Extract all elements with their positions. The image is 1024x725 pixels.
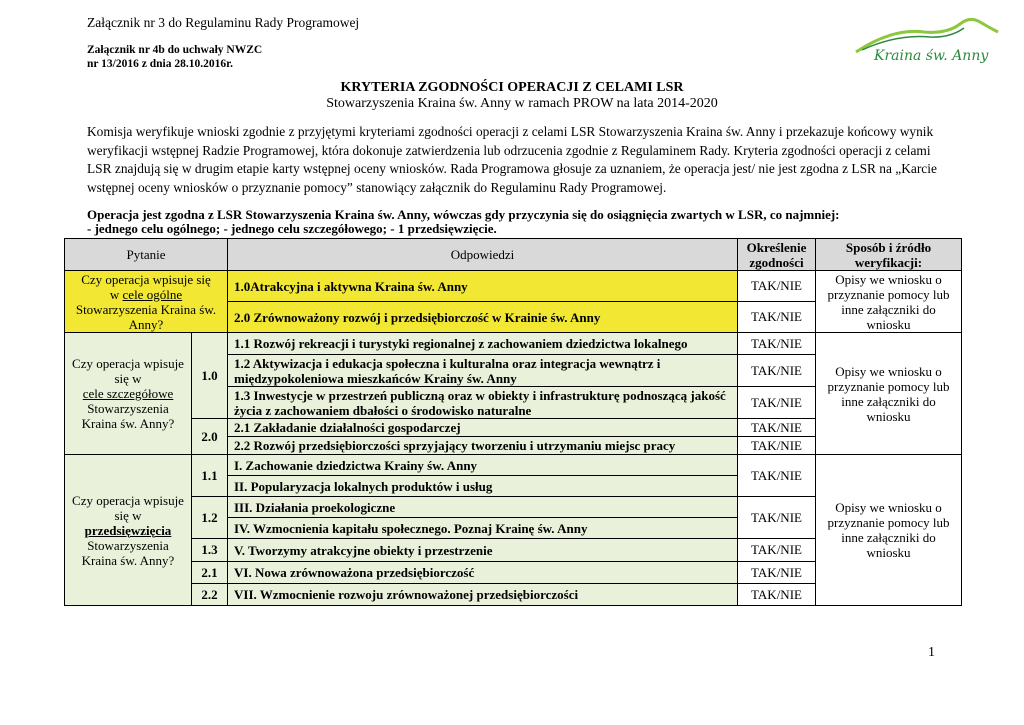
question-ventures — [65, 455, 192, 606]
compliance-venture-1[interactable]: TAK/NIE — [738, 455, 816, 497]
compliance-venture-5[interactable]: TAK/NIE — [738, 584, 816, 606]
answer-general-1: 1.0Atrakcyjna i aktywna Kraina św. Anny — [228, 271, 738, 302]
logo-text: Kraina św. Anny — [874, 48, 989, 64]
answer-specific-4: 2.1 Zakładanie działalności gospodarczej — [228, 419, 738, 437]
answer-specific-1: 1.1 Rozwój rekreacji i turystyki regionalnej z zachowaniem dziedzictwa lokalnego — [228, 333, 738, 355]
question-ventures-underlined: przedsięwzięcia — [84, 522, 172, 538]
verification-specific: Opisy we wniosku o przyznanie pomocy lub inne załączniki do wniosku — [816, 333, 962, 455]
venture-item-2: II. Popularyzacja lokalnych produktów i usług — [228, 476, 738, 497]
question-general-goals — [65, 271, 228, 333]
question-ventures-post: Stowarzyszenia Kraina św. Anny? — [81, 537, 175, 568]
question-specific-post: Stowarzyszenia Kraina św. Anny? — [81, 401, 175, 431]
answer-specific-5: 2.2 Rozwój przedsiębiorczości sprzyjający tworzeniu i utrzymaniu miejsc pracy — [228, 437, 738, 455]
question-specific-goals — [65, 333, 192, 455]
venture-code-3: 1.3 — [192, 539, 228, 562]
venture-item-5: V. Tworzymy atrakcyjne obiekty i przestrzenie — [228, 539, 738, 562]
compliance-rule-line-2: - jednego celu ogólnego; - jednego celu szczegółowego; - 1 przedsięwzięcie. — [87, 221, 497, 236]
answer-specific-2: 1.2 Aktywizacja i edukacja społeczna i kulturalna oraz integracja wewnątrz i międzypokoleniowa mieszkańców Krainy św. Anny — [228, 355, 738, 387]
page-number: 1 — [928, 645, 935, 660]
venture-item-1: I. Zachowanie dziedzictwa Krainy św. Anny — [228, 455, 738, 476]
specific-code-2: 2.0 — [192, 419, 228, 455]
compliance-venture-2[interactable]: TAK/NIE — [738, 497, 816, 539]
resolution-line-1: Załącznik nr 4b do uchwały NWZC — [87, 44, 263, 56]
intro-paragraph: Komisja weryfikuje wnioski zgodnie z przyjętymi kryteriami zgodności operacji z celami LSR Stowarzyszenia Kraina św. Anny i przekazuje końcowy wynik weryfikacji wstępnej Radzie Programowej, która dokonuje zatwierdzenia lub odrzucenia zgodnie z Regulaminem Rady. Kryteria zgodności operacji z celami LSR znajdują się w drugim etapie karty wstępnej oceny wniosków. Rada Programowa głosuje za uznaniem, że operacja jest/ nie jest zgodna z LSR na „Karcie wstępnej oceny wniosków o przyznanie pomocy” stanowiący załącznik do Regulaminu Rady Programowej. — [87, 124, 937, 195]
compliance-general-2[interactable]: TAK/NIE — [738, 302, 816, 333]
col-header-verification: Sposób i źródło weryfikacji: — [816, 239, 962, 271]
compliance-general-1[interactable]: TAK/NIE — [738, 271, 816, 302]
compliance-rule — [87, 208, 957, 236]
question-ventures-pre: Czy operacja wpisuje się w — [72, 492, 184, 523]
resolution-header — [87, 43, 262, 71]
compliance-specific-5[interactable]: TAK/NIE — [738, 437, 816, 455]
question-general-underlined: cele ogólne — [122, 286, 183, 302]
venture-code-2: 1.2 — [192, 497, 228, 539]
compliance-venture-4[interactable]: TAK/NIE — [738, 562, 816, 584]
venture-code-5: 2.2 — [192, 584, 228, 606]
compliance-venture-3[interactable]: TAK/NIE — [738, 539, 816, 562]
compliance-rule-line-1: Operacja jest zgodna z LSR Stowarzyszenia Kraina św. Anny, wówczas gdy przyczynia się do osiągnięcia zwartych w LSR, co najmniej: — [87, 207, 840, 222]
col-header-compliance: Określenie zgodności — [738, 239, 816, 271]
venture-item-4: IV. Wzmocnienia kapitału społecznego. Poznaj Krainę św. Anny — [228, 518, 738, 539]
venture-item-3: III. Działania proekologiczne — [228, 497, 738, 518]
page-title: KRYTERIA ZGODNOŚCI OPERACJI Z CELAMI LSR — [340, 80, 684, 95]
question-general-pre: Czy operacja wpisuje się — [81, 271, 211, 287]
venture-code-1: 1.1 — [192, 455, 228, 497]
verification-ventures: Opisy we wniosku o przyznanie pomocy lub inne załączniki do wniosku — [816, 455, 962, 606]
compliance-specific-4[interactable]: TAK/NIE — [738, 419, 816, 437]
compliance-specific-3[interactable]: TAK/NIE — [738, 387, 816, 419]
page-subtitle: Stowarzyszenia Kraina św. Anny w ramach PROW na lata 2014-2020 — [326, 96, 718, 111]
kraina-logo — [852, 10, 1002, 66]
question-specific-pre: Czy operacja wpisuje się w — [72, 356, 184, 386]
resolution-line-2: nr 13/2016 z dnia 28.10.2016r. — [87, 58, 234, 70]
venture-item-7: VII. Wzmocnienie rozwoju zrównoważonej przedsiębiorczości — [228, 584, 738, 606]
criteria-table — [64, 238, 962, 606]
venture-item-6: VI. Nowa zrównoważona przedsiębiorczość — [228, 562, 738, 584]
question-general-post: Stowarzyszenia Kraina św. Anny? — [75, 301, 217, 332]
venture-code-4: 2.1 — [192, 562, 228, 584]
col-header-answers: Odpowiedzi — [228, 239, 738, 271]
compliance-specific-2[interactable]: TAK/NIE — [738, 355, 816, 387]
question-general-w: w — [109, 286, 120, 302]
compliance-specific-1[interactable]: TAK/NIE — [738, 333, 816, 355]
attachment-header: Załącznik nr 3 do Regulaminu Rady Programowej — [87, 15, 360, 30]
answer-specific-3: 1.3 Inwestycje w przestrzeń publiczną oraz w obiekty i infrastrukturę podnoszącą jakość życia z zachowaniem dbałości o środowisko naturalne — [228, 387, 738, 419]
question-specific-underlined: cele szczegółowe — [82, 386, 174, 401]
verification-general: Opisy we wniosku o przyznanie pomocy lub inne załączniki do wniosku — [816, 271, 962, 333]
specific-code-1: 1.0 — [192, 333, 228, 419]
col-header-question: Pytanie — [65, 239, 228, 271]
answer-general-2: 2.0 Zrównoważony rozwój i przedsiębiorczość w Krainie św. Anny — [228, 302, 738, 333]
